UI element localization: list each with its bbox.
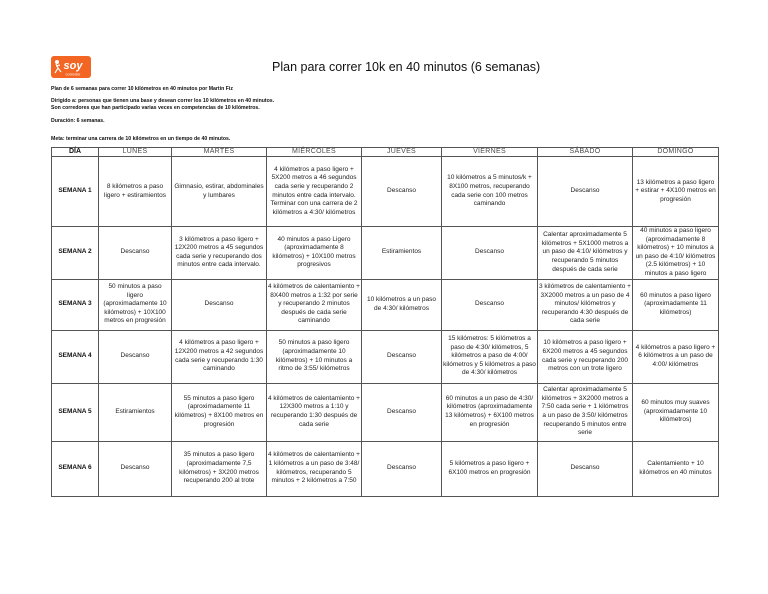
table-cell: 55 minutos a paso ligero (aproximadamente 11 kilómetros) + 8X100 metros en progresión bbox=[172, 383, 267, 441]
table-cell: 8 kilómetros a paso ligero + estiramientos bbox=[99, 157, 172, 227]
table-cell: 3 kilómetros de calentamiento + 3X2000 metros a un paso de 4 minutos/ kilómetros y recuperando 4:30 después de cada serie bbox=[538, 279, 633, 330]
table-cell: Descanso bbox=[538, 157, 633, 227]
table-cell: 10 kilómetros a un paso de 4:30/ kilómetros bbox=[362, 279, 442, 330]
table-cell: Calentamiento + 10 kilómetros en 40 minutos bbox=[633, 441, 719, 496]
training-plan-table bbox=[51, 147, 719, 497]
table-row bbox=[52, 441, 719, 496]
table-cell: 5 kilómetros a paso ligero + 6X100 metros en progresión bbox=[442, 441, 538, 496]
table-cell: 4 kilómetros de calentamiento + 12X300 metros a 1:10 y recuperando 1:30 después de cada serie bbox=[267, 383, 362, 441]
header-domingo: DOMINGO bbox=[633, 148, 719, 157]
table-cell: 60 minutos muy suaves (aproximadamente 10 kilómetros) bbox=[633, 383, 719, 441]
table-cell: 4 kilómetros de calentamiento + 8X400 metros a 1:32 por serie y recuperando 2 minutos después de cada serie caminando bbox=[267, 279, 362, 330]
table-cell: 3 kilómetros a paso ligero + 12X200 metros a 45 segundos cada serie y recuperando dos minutos entre cada intervalo. bbox=[172, 227, 267, 280]
table-cell: 40 minutos a paso ligero (aproximadamente 8 kilómetros) + 10 minutos a un paso de 4:10/ kilómetros (2.5 kilómetros) + 10 minutos a paso ligero bbox=[633, 227, 719, 280]
table-cell: Descanso bbox=[172, 279, 267, 330]
table-cell: 40 minutos a paso Ligero (aproximadamente 8 kilómetros) + 10X100 metros progresivos bbox=[267, 227, 362, 280]
table-cell: Descanso bbox=[362, 383, 442, 441]
svg-text:corredor: corredor bbox=[65, 71, 81, 77]
week-label: SEMANA 2 bbox=[52, 227, 99, 280]
table-cell: 13 kilómetros a paso ligero + estirar + 4X100 metros en progresión bbox=[633, 157, 719, 227]
header-lunes: LUNES bbox=[99, 148, 172, 157]
table-cell: Estiramientos bbox=[362, 227, 442, 280]
table-row bbox=[52, 227, 719, 280]
table-cell: 4 kilómetros a paso ligero + 6 kilómetros a un paso de 4:00/ kilómetros bbox=[633, 330, 719, 383]
table-cell: Descanso bbox=[362, 157, 442, 227]
table-cell: 10 kilómetros a 5 minutos/k + 8X100 metros, recuperando cada serie con 100 metros caminando bbox=[442, 157, 538, 227]
week-label: SEMANA 1 bbox=[52, 157, 99, 227]
header-viernes: VIERNES bbox=[442, 148, 538, 157]
table-cell: 50 minutos a paso ligero (aproximadamente 10 kilómetros) + 10 minutos a ritmo de 3:55/ kilómetros bbox=[267, 330, 362, 383]
table-cell: Descanso bbox=[538, 441, 633, 496]
header-dia: DÍA bbox=[52, 148, 99, 157]
table-cell: 50 minutos a paso ligero (aproximadamente 10 kilómetros) + 10X100 metros en progresión bbox=[99, 279, 172, 330]
table-cell: 35 minutos a paso ligero (aproximadamente 7,5 kilómetros) + 3X200 metros recuperando 200 al trote bbox=[172, 441, 267, 496]
table-cell: Descanso bbox=[99, 227, 172, 280]
table-cell: Gimnasio, estirar, abdominales y lumbares bbox=[172, 157, 267, 227]
intro-target: Dirigido a: personas que tienen una base y desean correr los 10 kilómetros en 40 minutos. bbox=[51, 98, 275, 104]
intro-target-detail: Son corredores que han participado varias veces en competencias de 10 kilómetros. bbox=[51, 105, 260, 111]
table-cell: 4 kilómetros a paso ligero + 12X200 metros a 42 segundos cada serie y recuperando 1:30 caminando bbox=[172, 330, 267, 383]
soy-corredor-logo bbox=[51, 56, 91, 78]
table-cell: Descanso bbox=[99, 330, 172, 383]
table-cell: 4 kilómetros de calentamiento + 1 kilómetros a un paso de 3:48/ kilómetros, recuperando 5 minutos + 2 kilómetros a 7:50 bbox=[267, 441, 362, 496]
table-cell: Estiramientos bbox=[99, 383, 172, 441]
page-title: Plan para correr 10k en 40 minutos (6 semanas) bbox=[272, 60, 541, 74]
table-cell: Calentar aproximadamente 5 kilómetros + 5X1000 metros a un paso de 4:10/ kilómetros y recuperando 5 minutos después de cada serie bbox=[538, 227, 633, 280]
header-martes: MARTES bbox=[172, 148, 267, 157]
table-row bbox=[52, 330, 719, 383]
table-cell: 4 kilómetros a paso ligero + 5X200 metros a 46 segundos cada serie y recuperando 2 minutos entre cada intervalo. Terminar con una carrera de 2 kilómetros a 4:30/ kilómetros bbox=[267, 157, 362, 227]
table-cell: Descanso bbox=[442, 279, 538, 330]
table-cell: Descanso bbox=[442, 227, 538, 280]
header-jueves: JUEVES bbox=[362, 148, 442, 157]
week-label: SEMANA 3 bbox=[52, 279, 99, 330]
intro-duration: Duración: 6 semanas. bbox=[51, 118, 105, 124]
svg-text:soy: soy bbox=[63, 60, 83, 72]
week-label: SEMANA 4 bbox=[52, 330, 99, 383]
table-cell: 60 minutos a un paso de 4:30/ kilómetros (aproximadamente 13 kilómetros) + 6X100 metros en progresión bbox=[442, 383, 538, 441]
table-cell: Calentar aproximadamente 5 kilómetros + 3X2000 metros a 7:50 cada serie + 1 kilómetros a un paso de 3:50/ kilómetros recuperando 5 minutos entre serie bbox=[538, 383, 633, 441]
intro-description: Plan de 6 semanas para correr 10 kilómetros en 40 minutos por Martín Fiz bbox=[51, 86, 233, 92]
table-cell: Descanso bbox=[362, 441, 442, 496]
table-cell: Descanso bbox=[362, 330, 442, 383]
week-label: SEMANA 6 bbox=[52, 441, 99, 496]
table-row bbox=[52, 279, 719, 330]
header-sabado: SÁBADO bbox=[538, 148, 633, 157]
table-header-row bbox=[52, 148, 719, 157]
week-label: SEMANA 5 bbox=[52, 383, 99, 441]
table-row bbox=[52, 157, 719, 227]
intro-goal: Meta: terminar una carrera de 10 kilómetros en un tiempo de 40 minutos. bbox=[51, 136, 231, 142]
table-cell: Descanso bbox=[99, 441, 172, 496]
table-cell: 10 kilómetros a paso ligero + 6X200 metros a 45 segundos cada serie y recuperando 200 metros con un trote ligero bbox=[538, 330, 633, 383]
header-miercoles: MIÉRCOLES bbox=[267, 148, 362, 157]
table-row bbox=[52, 383, 719, 441]
table-cell: 60 minutos a paso ligero (aproximadamente 11 kilómetros) bbox=[633, 279, 719, 330]
table-cell: 15 kilómetros: 5 kilómetros a paso de 4:30/ kilómetros, 5 kilómetros a paso de 4:00/ kilómetros y 5 kilómetros a paso de 4:30/ kilómetros bbox=[442, 330, 538, 383]
